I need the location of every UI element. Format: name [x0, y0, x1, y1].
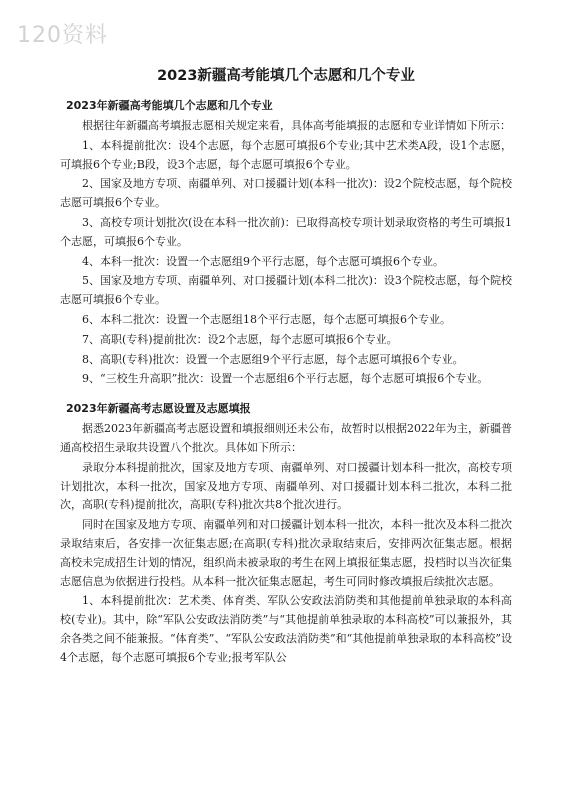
paragraph: 同时在国家及地方专项、南疆单列和对口援疆计划本科一批次，本科一批次及本科二批次录取结束后，各安排一次征集志愿;在高职(专科)批次录取结束后，安排两次征集志愿。根据高校未完成招生计划的情况，组织尚未被录取的考生在网上填报征集志愿，投档时以当次征集志愿信息为依据进行投档。从本科一批次征集志愿起，考生可同时修改填报后续批次志愿。 — [60, 518, 512, 588]
list-item: 9、“三校生升高职”批次：设置一个志愿组6个平行志愿，每个志愿可填报6个专业。 — [82, 372, 489, 386]
list-item: 6、本科二批次：设置一个志愿组18个平行志愿，每个志愿可填报6个专业。 — [82, 312, 451, 326]
list-item: 8、高职(专科)批次：设置一个志愿组9个平行志愿，每个志愿可填报6个专业。 — [82, 352, 464, 366]
paragraph: 据悉2023年新疆高考志愿设置和填报细则还未公布，故暂时以根据2022年为主，新疆普通高校招生录取共设置八个批次。具体如下所示： — [60, 422, 512, 454]
section-heading: 2023年新疆高考志愿设置及志愿填报 — [66, 402, 251, 416]
list-item: 4、本科一批次：设置一个志愿组9个平行志愿，每个志愿可填报6个专业。 — [82, 254, 444, 268]
watermark: 120资料 — [17, 23, 108, 48]
document-title: 2023新疆高考能填几个志愿和几个专业 — [157, 68, 415, 84]
document-page — [60, 66, 512, 669]
list-item: 5、国家及地方专项、南疆单列、对口援疆计划(本科二批次)：设3个院校志愿，每个院校志愿可填报6个专业。 — [60, 274, 512, 307]
paragraph: 录取分本科提前批次，国家及地方专项、南疆单列、对口援疆计划本科一批次，高校专项计划批次，本科一批次，国家及地方专项、南疆单列、对口援疆计划本科二批次，本科二批次，高职(专科)提前批次，高职(专科)批次共8个批次进行。 — [60, 460, 512, 512]
paragraph: 1、本科提前批次：艺术类、体育类、军队公安政法消防类和其他提前单独录取的本科高校(专业)。其中，除“军队公安政法消防类”与“其他提前单独录取的本科高校”可以兼报外，其余各类之间不能兼报。“体育类”、“军队公安政法消防类”和“其他提前单独录取的本科高校”设4个志愿，每个志愿可填报6个专业;报考军队公 — [60, 594, 512, 664]
list-item: 1、本科提前批次：设4个志愿，每个志愿可填报6个专业;其中艺术类A段，设1个志愿，可填报6个专业;B段，设3个志愿，每个志愿可填报6个专业。 — [60, 138, 512, 171]
list-item: 3、高校专项计划批次(设在本科一批次前)：已取得高校专项计划录取资格的考生可填报1个志愿，可填报6个专业。 — [60, 215, 512, 248]
list-item: 2、国家及地方专项、南疆单列、对口援疆计划(本科一批次)：设2个院校志愿，每个院校志愿可填报6个专业。 — [60, 177, 512, 210]
paragraph: 根据往年新疆高考填报志愿相关规定来看，具体高考能填报的志愿和专业详情如下所示： — [82, 119, 511, 132]
list-item: 7、高职(专科)提前批次：设2个志愿，每个志愿可填报6个专业。 — [82, 332, 398, 346]
section-heading: 2023年新疆高考能填几个志愿和几个专业 — [66, 99, 273, 112]
